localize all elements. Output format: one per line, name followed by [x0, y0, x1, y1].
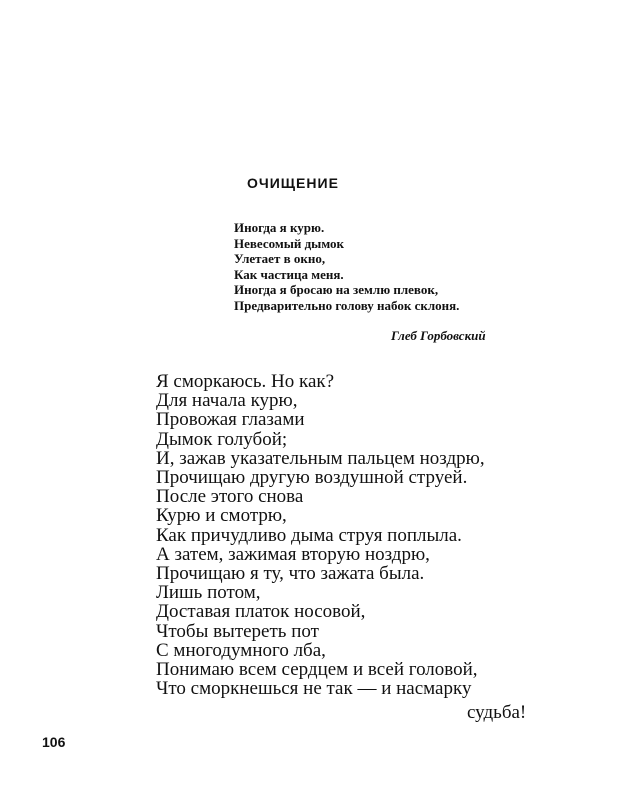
epigraph-line: Как частица меня. — [234, 266, 344, 282]
poem-last-word: судьба! — [467, 702, 527, 723]
poem-body — [156, 372, 485, 698]
poem-line: Курю и смотрю, — [156, 505, 287, 527]
poem-line: И, зажав указательным пальцем ноздрю, — [156, 447, 485, 469]
epigraph-line: Улетает в окно, — [234, 251, 326, 267]
page-number: 106 — [42, 734, 66, 750]
poem-line: После этого снова — [156, 486, 304, 508]
poem-line: Прочищаю я ту, что зажата была. — [156, 563, 425, 585]
poem-line: Дымок голубой; — [156, 428, 288, 450]
poem-line: Что сморкнешься не так — и насмарку — [156, 678, 472, 700]
poem-line: А затем, зажимая вторую ноздрю, — [156, 543, 430, 565]
poem-line: Лишь потом, — [156, 582, 261, 604]
epigraph — [234, 220, 459, 314]
poem-line: Чтобы вытереть пот — [156, 620, 319, 642]
poem-line: Прочищаю другую воздушной струей. — [156, 467, 468, 489]
epigraph-line: Иногда я курю. — [234, 220, 325, 235]
poem-line: Понимаю всем сердцем и всей головой, — [156, 659, 478, 681]
poem-line: Доставая платок носовой, — [156, 601, 366, 623]
poem-line: Для начала курю, — [156, 390, 298, 412]
poem-line: Провожая глазами — [156, 409, 305, 431]
poem-line: С многодумного лба, — [156, 639, 326, 661]
poem-line: Как причудливо дыма струя поплыла. — [156, 524, 462, 546]
epigraph-line: Иногда я бросаю на землю плевок, — [234, 282, 439, 298]
epigraph-line: Невесомый дымок — [234, 235, 344, 251]
epigraph-line: Предварительно голову набок склоня. — [234, 297, 460, 313]
poem-title: ОЧИЩЕНИЕ — [247, 175, 339, 191]
poem-line: Я сморкаюсь. Но как? — [156, 371, 335, 392]
epigraph-author: Глеб Горбовский — [391, 328, 486, 343]
